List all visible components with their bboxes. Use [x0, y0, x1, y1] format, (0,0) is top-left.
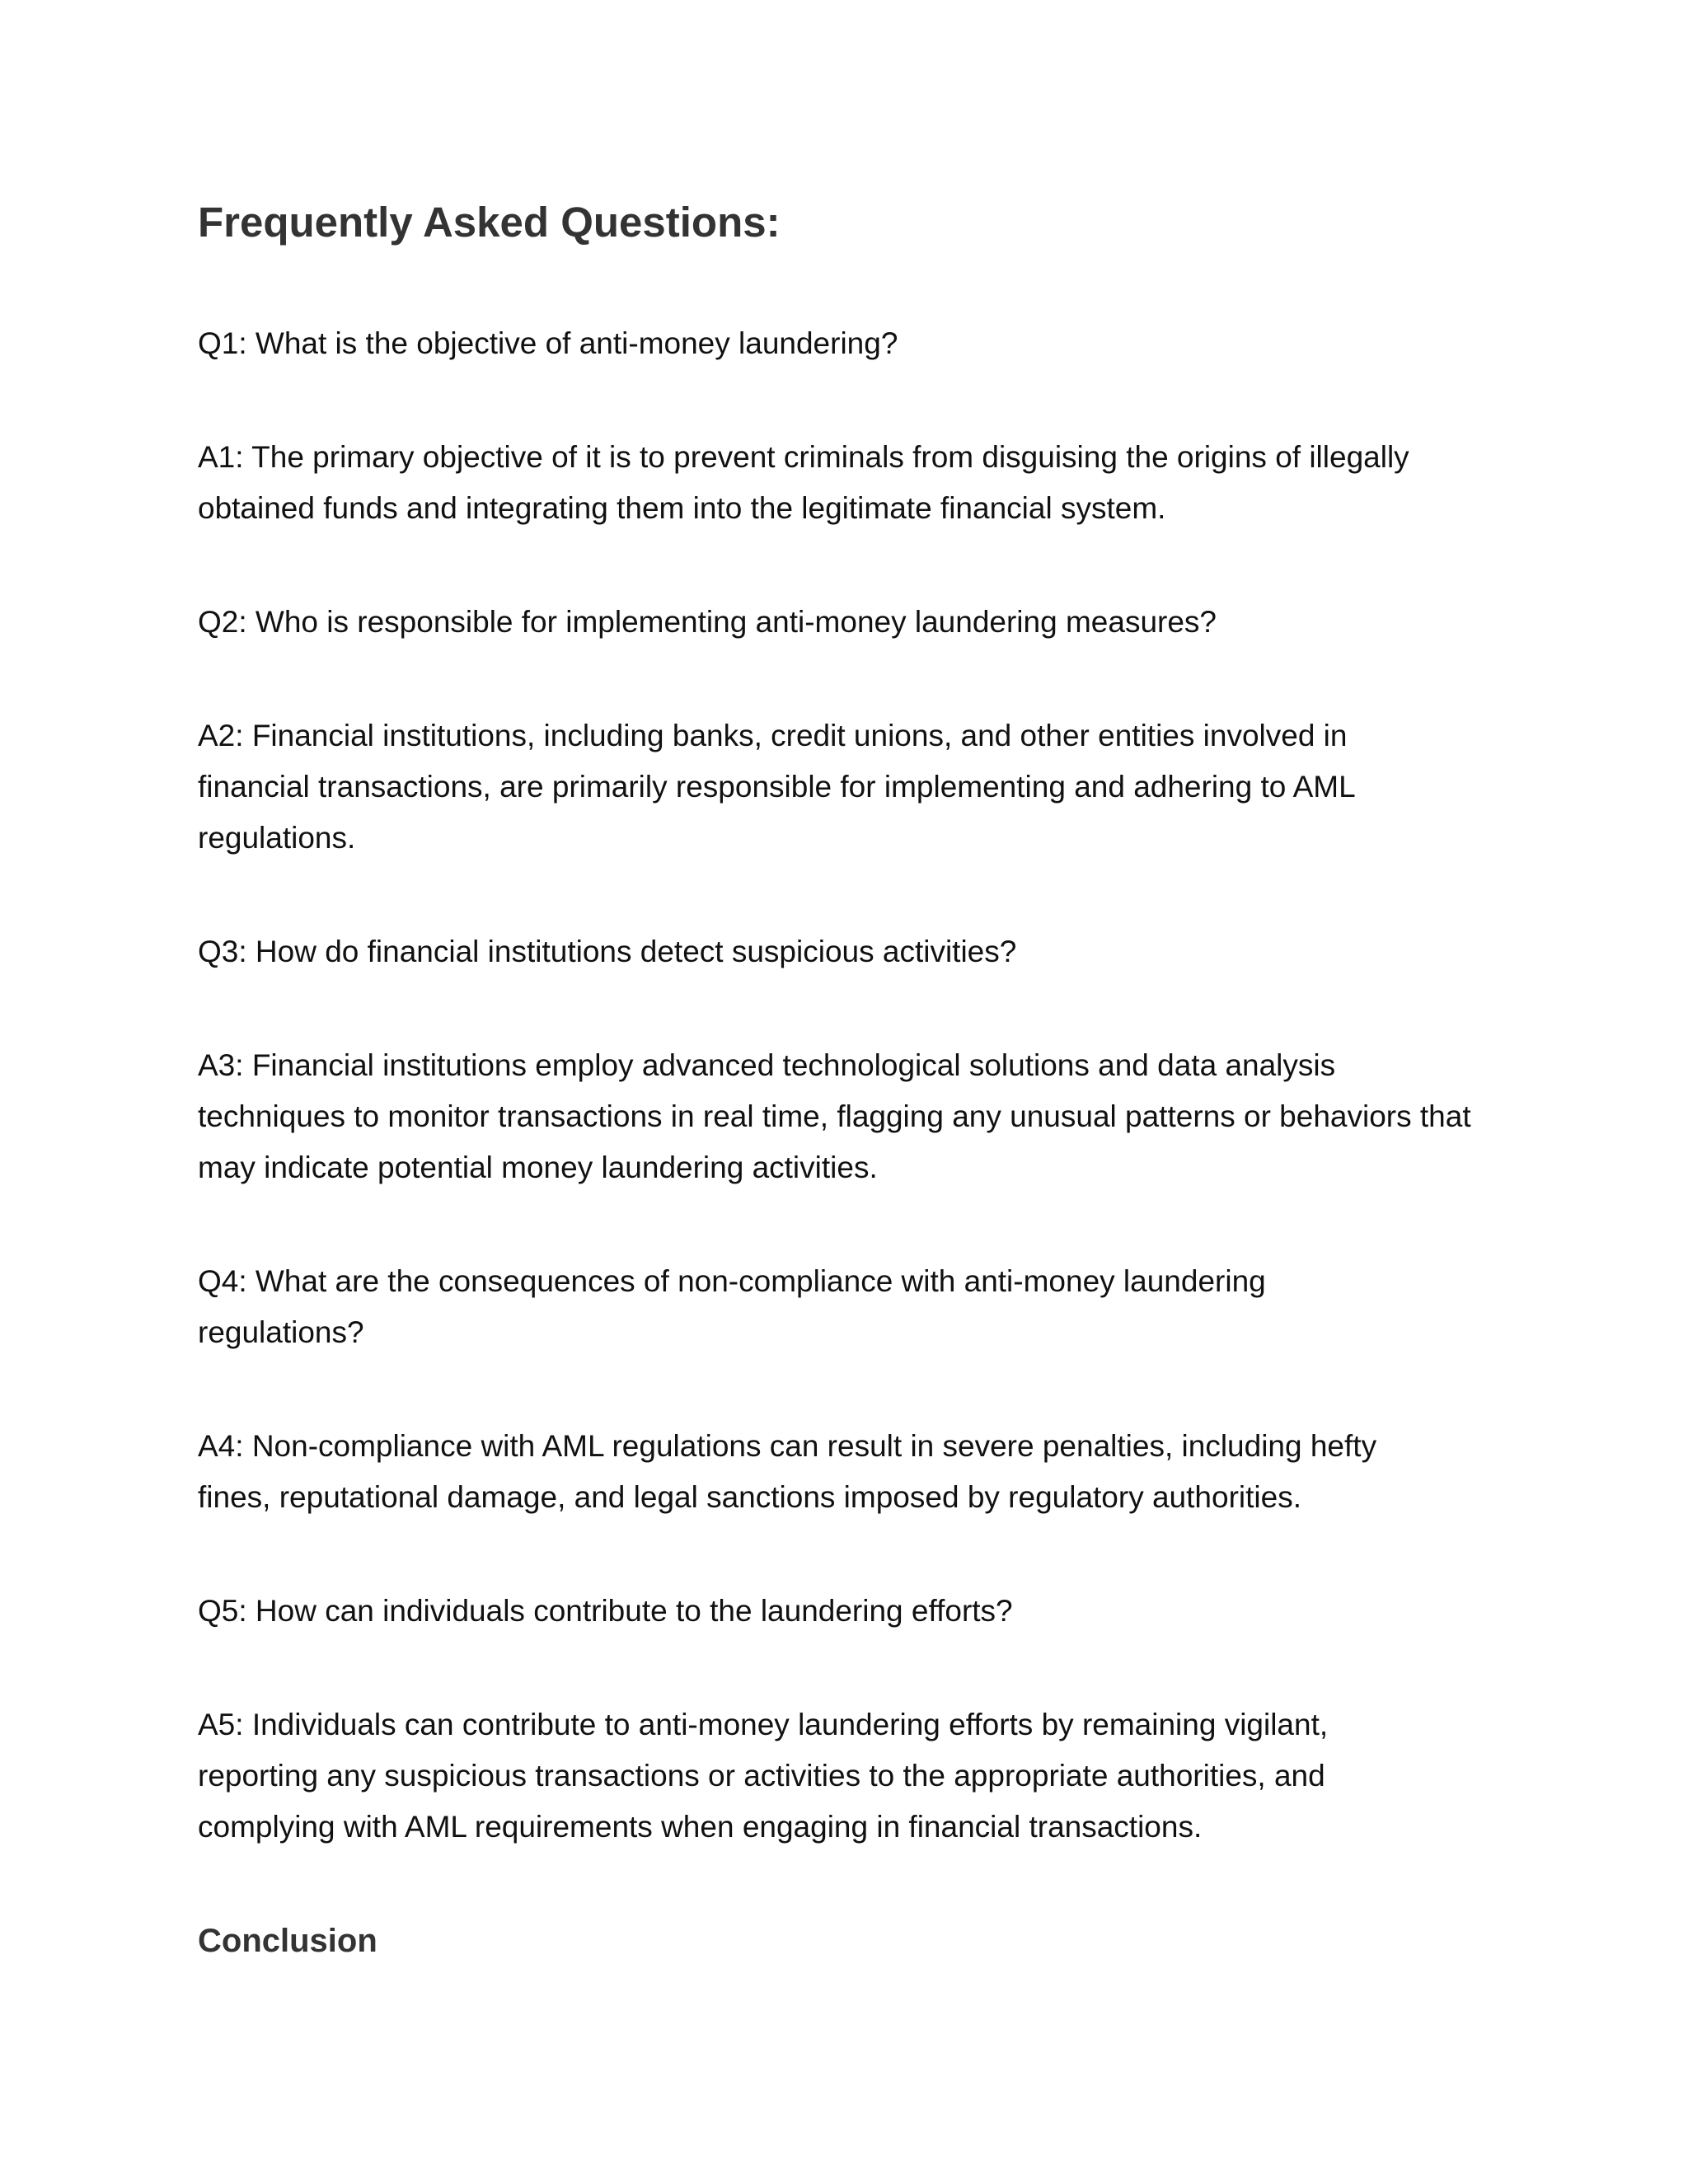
faq-answer-1: A1: The primary objective of it is to prevent criminals from disguising the origins of illegally obtained funds and integrating them into the legitimate financial system. — [198, 440, 1409, 525]
faq-question-3: Q3: How do financial institutions detect suspicious activities? — [198, 935, 1017, 968]
faq-answer-4: A4: Non-compliance with AML regulations can result in severe penalties, including hefty fines, reputational damage, and legal sanctions imposed by regulatory authorities. — [198, 1429, 1377, 1514]
faq-question-2: Q2: Who is responsible for implementing anti-money laundering measures? — [198, 605, 1217, 639]
faq-answer-5: A5: Individuals can contribute to anti-money laundering efforts by remaining vigilant, reporting any suspicious transactions or activities to the appropriate authorities, and complying with AML requirements when engaging in financial transactions. — [198, 1708, 1329, 1844]
conclusion-heading: Conclusion — [198, 1923, 377, 1959]
faq-question-1: Q1: What is the objective of anti-money laundering? — [198, 326, 898, 360]
faq-question-5: Q5: How can individuals contribute to the laundering efforts? — [198, 1594, 1013, 1628]
faq-answer-3: A3: Financial institutions employ advanced technological solutions and data analysis techniques to monitor transactions in real time, flagging any unusual patterns or behaviors that may indicate potential money laundering activities. — [198, 1048, 1471, 1184]
faq-answer-2: A2: Financial institutions, including banks, credit unions, and other entities involved in financial transactions, are primarily responsible for implementing and adhering to AML regulations. — [198, 719, 1355, 855]
faq-question-4: Q4: What are the consequences of non-compliance with anti-money laundering regulations? — [198, 1264, 1266, 1349]
page-title: Frequently Asked Questions: — [198, 199, 781, 246]
